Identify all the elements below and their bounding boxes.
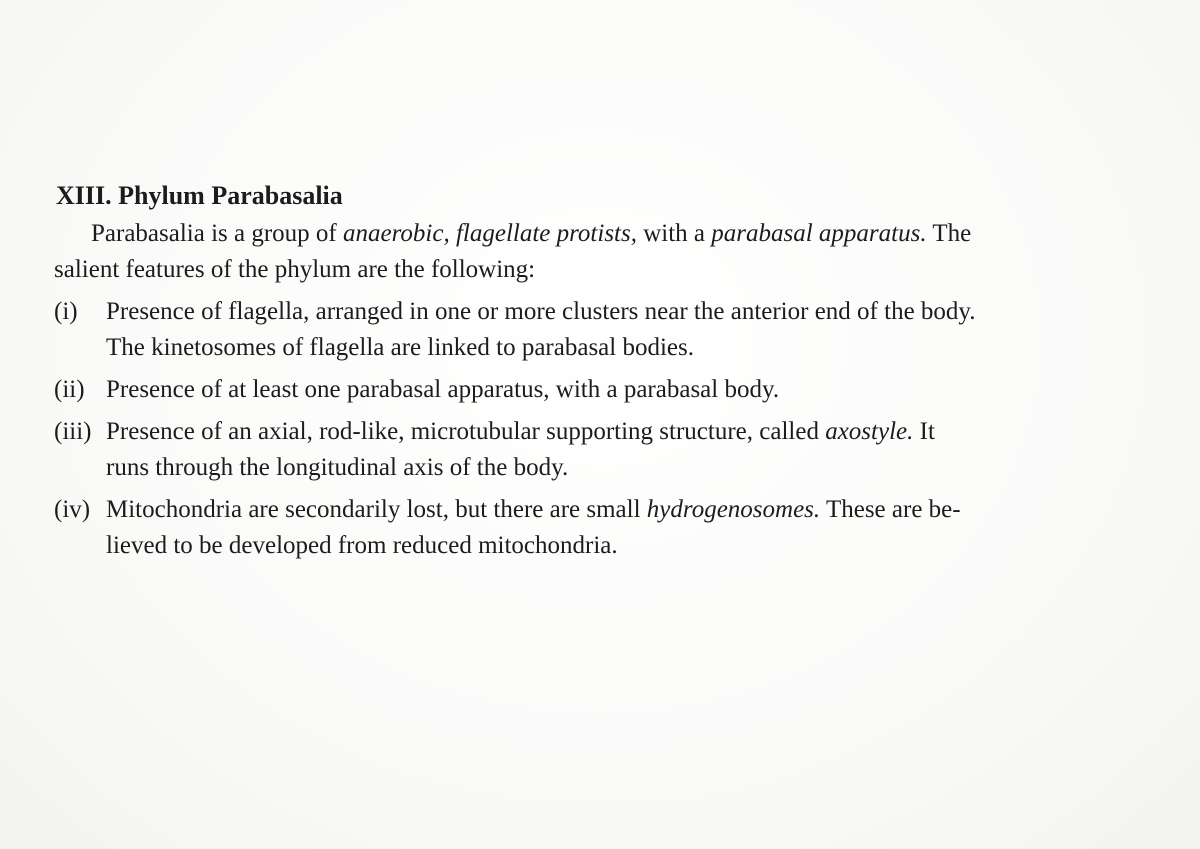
- term-hydrogenosomes: hydrogenosomes.: [646, 496, 821, 523]
- item-text-line: runs through the longitudinal axis of the body.: [106, 454, 569, 481]
- list-item-iii: [54, 414, 1150, 486]
- item-text-line: Presence of flagella, arranged in one or more clusters near the anterior end of the body.: [106, 298, 976, 325]
- item-number: (ii): [54, 376, 85, 403]
- item-text-line: Mitochondria are secondarily lost, but there are small hydrogenosomes. These are be-: [106, 496, 961, 523]
- item-text-line: The kinetosomes of flagella are linked to parabasal bodies.: [106, 334, 694, 361]
- intro-line-1: Parabasalia is a group of anaerobic, flagellate protists, with a parabasal apparatus. The: [91, 220, 972, 247]
- intro-paragraph: [54, 216, 1150, 288]
- item-number: (iv): [54, 496, 91, 523]
- page-content: [54, 178, 1150, 570]
- list-item-ii: [54, 372, 1150, 408]
- item-number: (iii): [54, 418, 92, 445]
- feature-list: [54, 294, 1150, 564]
- list-item-i: [54, 294, 1150, 366]
- item-number: (i): [54, 298, 78, 325]
- intro-line-2: salient features of the phylum are the following:: [54, 256, 536, 283]
- section-heading: XIII. Phylum Parabasalia: [56, 181, 343, 210]
- term-axostyle: axostyle.: [825, 418, 914, 445]
- item-text-line: Presence of an axial, rod-like, microtubular supporting structure, called axostyle. It: [106, 418, 935, 445]
- item-text-line: Presence of at least one parabasal apparatus, with a parabasal body.: [106, 376, 780, 403]
- list-item-iv: [54, 492, 1150, 564]
- intro-emphasis-1: anaerobic, flagellate protists,: [343, 220, 637, 247]
- item-text-line: lieved to be developed from reduced mitochondria.: [106, 532, 618, 559]
- intro-emphasis-2: parabasal apparatus.: [711, 220, 927, 247]
